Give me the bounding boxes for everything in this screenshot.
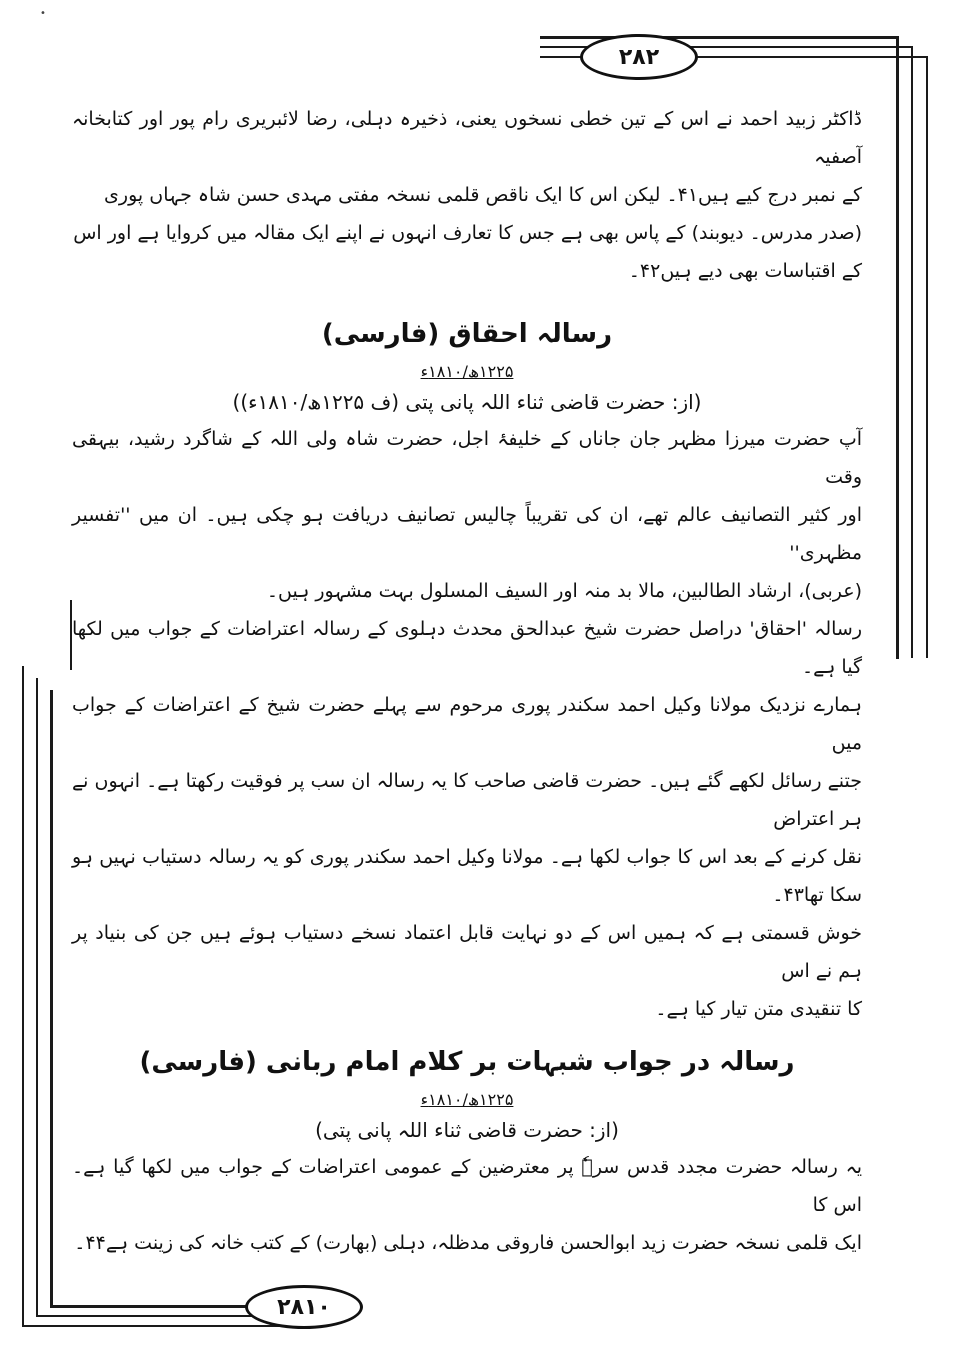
text-line: ایک قلمی نسخہ حضرت زید ابوالحسن فاروقی مدظلہ، دہلی (بھارت) کے کتب خانہ کی زینت ہے۴۴۔	[74, 1232, 862, 1254]
text-line: اور کثیر التصانیف عالم تھے، ان کی تقریباً چالیس تصانیف دریافت ہو چکی ہیں۔ ان میں ''تفسیر مظہری''	[72, 504, 862, 564]
section-author: (از: حضرت قاضی ثناء اللہ پانی پتی)	[315, 1118, 619, 1142]
section-year: ۱۲۲۵ھ/۱۸۱۰ء	[420, 1090, 514, 1109]
scan-speck: •	[40, 8, 46, 19]
section-heading-ihqaq: رسالہ احقاق (فارسی)	[321, 319, 613, 349]
shubuhat-paragraph	[72, 1148, 862, 1262]
text-line: رسالہ 'احقاق' دراصل حضرت شیخ عبدالحق محدث دہلوی کے رسالہ اعتراضات کے جواب میں لکھا گیا ہے۔	[72, 618, 862, 678]
page-number-top: ۲۸۲	[580, 34, 698, 80]
text-line: خوش قسمتی ہے کہ ہمیں اس کے دو نہایت قابل اعتماد نسخے دستیاب ہوئے ہیں جن کی بنیاد پر ہم نے اس	[72, 922, 862, 982]
manuscripts-paragraph	[72, 914, 862, 1028]
text-line: آپ حضرت میرزا مظہر جان جاناں کے خلیفۂ اجل، حضرت شاہ ولی اللہ کے شاگرد رشید، بیہقی وقت	[72, 428, 862, 488]
text-line: نقل کرنے کے بعد اس کا جواب لکھا ہے۔ مولانا وکیل احمد سکندر پوری کو یہ رسالہ دستیاب نہیں ہو سکا تھا۴۳۔	[72, 846, 862, 906]
text-line: ڈاکٹر زبید احمد نے اس کے تین خطی نسخوں یعنی، ذخیرہ دہلی، رضا لائبریری رام پور اور کتابخانہ آصفیہ	[72, 108, 862, 168]
intro-paragraph	[72, 100, 862, 290]
text-line: کا تنقیدی متن تیار کیا ہے۔	[655, 998, 862, 1020]
section-heading-shubuhat: رسالہ در جواب شبہات بر کلام امام ربانی (فارسی)	[139, 1047, 795, 1077]
page-number-bottom: ۲۸۱۰	[245, 1285, 363, 1329]
page-content	[72, 100, 862, 1262]
biography-paragraph	[72, 420, 862, 610]
text-line: کے اقتباسات بھی دیے ہیں۴۲۔	[628, 260, 862, 282]
ihqaq-description-paragraph	[72, 610, 862, 914]
text-line: (صدر مدرس۔ دیوبند) کے پاس بھی ہے جس کا تعارف انہوں نے اپنے ایک مقالہ میں کروایا ہے اور اس	[73, 222, 862, 244]
text-line: ہمارے نزدیک مولانا وکیل احمد سکندر پوری مرحوم سے پہلے حضرت شیخ کے اعتراضات کے جواب میں	[72, 694, 862, 754]
text-line: (عربی)، ارشاد الطالبین، مالا بد منہ اور السیف المسلول بہت مشہور ہیں۔	[266, 580, 862, 602]
text-line: کے نمبر درج کیے ہیں۴۱۔ لیکن اس کا ایک ناقص قلمی نسخہ مفتی مہدی حسن شاہ جہاں پوری	[104, 184, 862, 206]
text-line: یہ رسالہ حضرت مجدد قدس سرہٗ پر معترضین کے عمومی اعتراضات کے جواب میں لکھا گیا ہے۔ اس کا	[72, 1156, 862, 1216]
text-line: جتنے رسائل لکھے گئے ہیں۔ حضرت قاضی صاحب کا یہ رسالہ ان سب پر فوقیت رکھتا ہے۔ انہوں نے ہر اعتراض	[72, 770, 862, 830]
section-year: ۱۲۲۵ھ/۱۸۱۰ء	[420, 362, 514, 381]
section-author: (از: حضرت قاضی ثناء اللہ پانی پتی (ف ۱۲۲۵ھ/۱۸۱۰ء))	[232, 390, 702, 414]
